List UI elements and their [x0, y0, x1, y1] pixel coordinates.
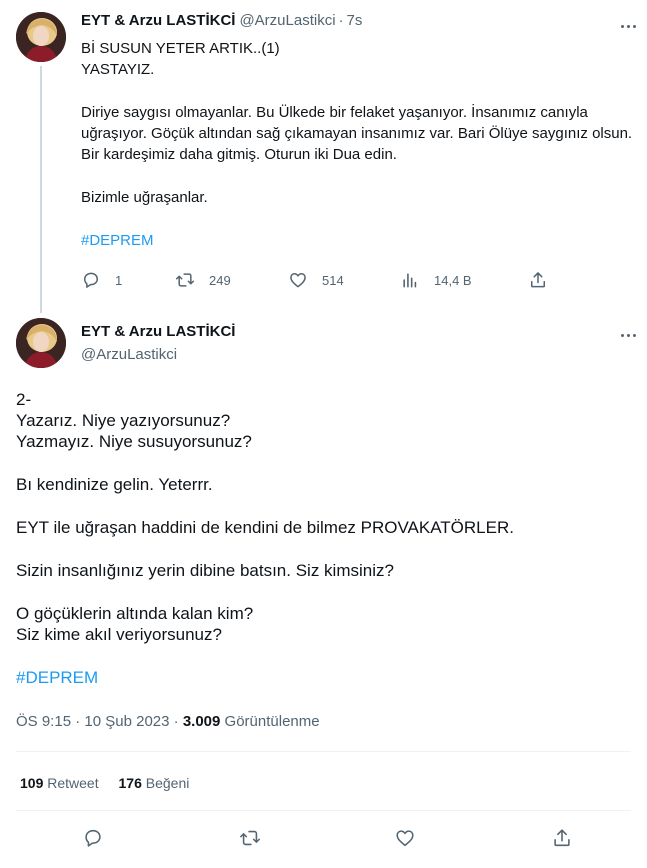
tweet-line: Yazarız. Niye yazıyorsunuz?: [16, 411, 231, 430]
retweet-button[interactable]: [237, 825, 263, 851]
author-handle[interactable]: @ArzuLastikci: [239, 12, 336, 29]
tweet-time[interactable]: ÖS 9:15: [16, 713, 72, 730]
author-name[interactable]: EYT & Arzu LASTİKCİ: [81, 323, 236, 340]
retweets-label: Retweet: [47, 775, 99, 791]
analytics-bar-icon: [400, 270, 420, 290]
hashtag-link[interactable]: #DEPREM: [16, 668, 99, 687]
author-name[interactable]: EYT & Arzu LASTİKCİ: [81, 12, 236, 29]
reply-button[interactable]: [80, 825, 106, 851]
avatar-image: [16, 318, 66, 368]
avatar[interactable]: [16, 12, 66, 62]
like-button[interactable]: [288, 270, 344, 290]
tweet-2-focused: [0, 305, 647, 868]
heart-icon: [394, 827, 416, 849]
more-horizontal-icon: [619, 15, 637, 33]
separator-dot: ·: [75, 713, 81, 730]
author-handle[interactable]: @ArzuLastikci: [81, 346, 178, 363]
share-button[interactable]: [528, 270, 548, 290]
like-count: 514: [322, 272, 344, 288]
views-button[interactable]: [400, 270, 472, 290]
tweet-date[interactable]: 10 Şub 2023: [84, 713, 170, 730]
likes-stat-link[interactable]: [119, 775, 190, 791]
views-count: 14,4 B: [434, 272, 472, 288]
tweet-line: O göçüklerin altında kalan kim?: [16, 604, 254, 623]
tweet-time[interactable]: 7s: [346, 12, 363, 29]
retweet-count: 249: [209, 272, 231, 288]
heart-icon: [288, 270, 308, 290]
share-upload-icon: [528, 270, 548, 290]
tweet-action-bar: [0, 825, 647, 853]
reply-bubble-icon: [82, 827, 104, 849]
tweet-line: 2-: [16, 390, 32, 409]
tweet-line: Diriye saygısı olmayanlar. Bu Ülkede bir felaket yaşanıyor. İnsanımız canıyla uğraşıyor. Göçük altından sağ çıkamayan insanımız var. Bari Ölüye saygınız olsun. Bir kardeşimiz daha gitmiş. Oturun iki Dua edin.: [81, 104, 633, 163]
likes-label: Beğeni: [145, 775, 190, 791]
avatar[interactable]: [16, 318, 66, 368]
tweet-line: EYT ile uğraşan haddini de kendini de bilmez PROVAKATÖRLER.: [16, 518, 514, 537]
hashtag-link[interactable]: #DEPREM: [81, 232, 154, 249]
tweet-header: [81, 12, 362, 29]
tweet-line: Bizimle uğraşanlar.: [81, 189, 208, 206]
tweet-line: Bı kendinize gelin. Yeterrr.: [16, 475, 213, 494]
tweet-line: Bİ SUSUN YETER ARTIK..(1): [81, 40, 280, 57]
retweet-icon: [239, 827, 261, 849]
tweet-action-bar: [81, 270, 551, 294]
tweet-line: Sizin insanlığınız yerin dibine batsın. Siz kimsiniz?: [16, 561, 394, 580]
retweets-stat-link[interactable]: [20, 775, 99, 791]
retweet-icon: [175, 270, 195, 290]
separator-dot: ·: [173, 713, 179, 730]
tweet-line: YASTAYIZ.: [81, 61, 155, 78]
more-options-button[interactable]: [618, 14, 638, 34]
tweet-text: [16, 389, 631, 688]
share-upload-icon: [551, 827, 573, 849]
divider: [16, 751, 631, 752]
more-horizontal-icon: [619, 324, 637, 342]
views-label: Görüntülenme: [224, 713, 320, 730]
thread-connector-line: [40, 66, 42, 313]
share-button[interactable]: [549, 825, 575, 851]
tweet-line: Yazmayız. Niye susuyorsunuz?: [16, 432, 252, 451]
reply-button[interactable]: [81, 270, 122, 290]
reply-count: 1: [115, 272, 123, 288]
tweet-line: Siz kime akıl veriyorsunuz?: [16, 625, 222, 644]
tweet-meta: [16, 713, 320, 730]
separator-dot: ·: [338, 12, 344, 29]
likes-count: 176: [118, 775, 142, 791]
retweets-count: 109: [20, 775, 44, 791]
engagement-stats: [20, 775, 205, 791]
avatar-image: [16, 12, 66, 62]
reply-bubble-icon: [81, 270, 101, 290]
divider: [16, 810, 631, 811]
retweet-button[interactable]: [175, 270, 231, 290]
like-button[interactable]: [392, 825, 418, 851]
tweet-1[interactable]: [0, 0, 647, 305]
views-count: 3.009: [182, 713, 221, 730]
tweet-text: [81, 38, 636, 251]
more-options-button[interactable]: [618, 323, 638, 343]
